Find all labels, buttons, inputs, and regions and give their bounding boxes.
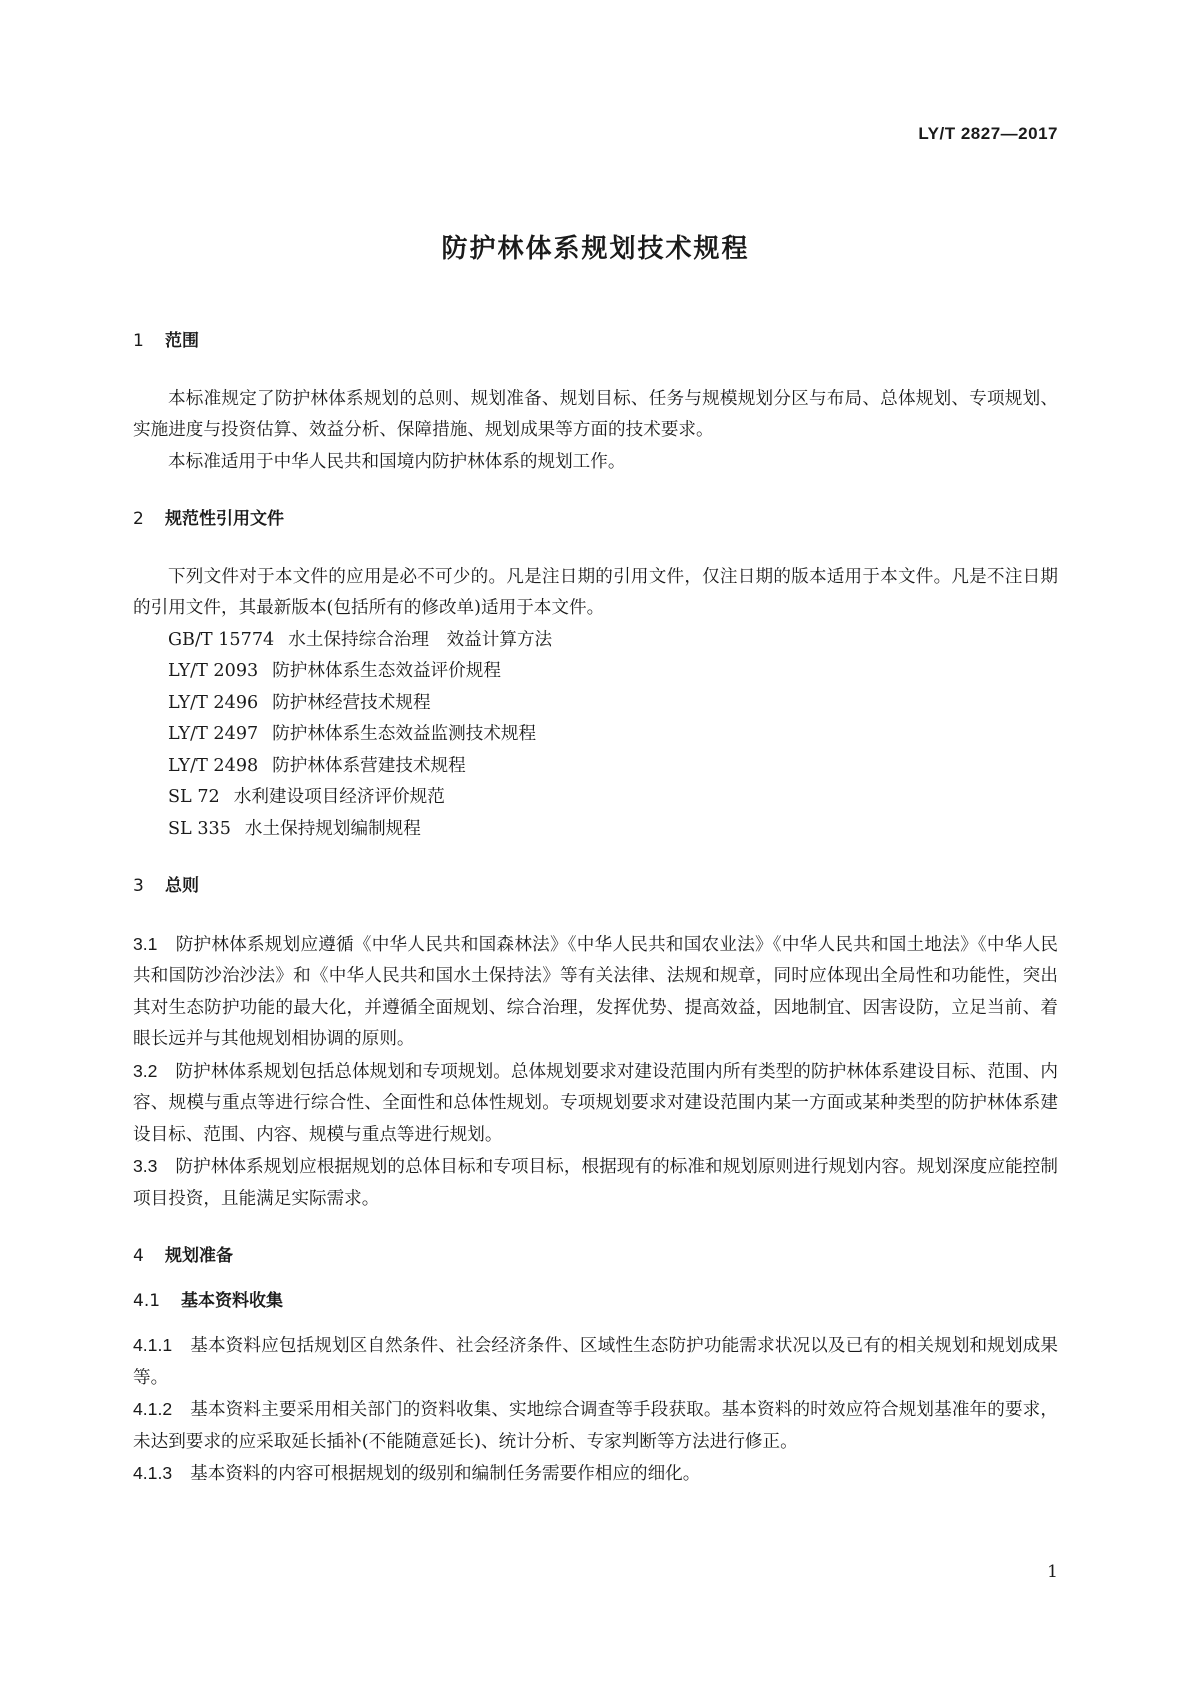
document-body xyxy=(133,326,1058,1491)
subsection-title: 基本资料收集 xyxy=(181,1290,283,1311)
clause-number: 4.1.3 xyxy=(133,1463,173,1483)
clause-number: 3.3 xyxy=(133,1156,158,1176)
section-number: 3 xyxy=(133,876,144,896)
clause-text: 基本资料应包括规划区自然条件、社会经济条件、区域性生态防护功能需求状况以及已有的相关规划和规划成果等。 xyxy=(133,1336,1058,1388)
clause xyxy=(133,1394,1058,1458)
clause xyxy=(133,1458,1058,1491)
section-number: 4 xyxy=(133,1246,144,1266)
reference-code: LY/T 2496 xyxy=(168,692,259,713)
clause xyxy=(133,1330,1058,1394)
clause xyxy=(133,929,1058,1056)
clause-text: 防护林体系规划包括总体规划和专项规划。总体规划要求对建设范围内所有类型的防护林体系建设目标、范围、内容、规模与重点等进行综合性、全面性和总体性规划。专项规划要求对建设范围内某一方面或某种类型的防护林体系建设目标、范围、内容、规模与重点等进行规划。 xyxy=(133,1061,1058,1145)
paragraph: 本标准适用于中华人民共和国境内防护林体系的规划工作。 xyxy=(168,451,626,472)
reference-title: 水土保持综合治理 效益计算方法 xyxy=(288,629,553,650)
reference-code: LY/T 2093 xyxy=(168,661,259,681)
reference-title: 防护林经营技术规程 xyxy=(272,692,431,713)
document-title: 防护林体系规划技术规程 xyxy=(441,234,750,264)
paragraph: 下列文件对于本文件的应用是必不可少的。凡是注日期的引用文件，仅注日期的版本适用于本文件。凡是不注日期的引用文件，其最新版本(包括所有的修改单)适用于本文件。 xyxy=(133,566,1058,618)
section-title: 规划准备 xyxy=(165,1246,233,1266)
section-heading xyxy=(133,871,1058,903)
clause-text: 基本资料的内容可根据规划的级别和编制任务需要作相应的细化。 xyxy=(190,1464,701,1484)
reference-item xyxy=(133,625,1058,657)
section-heading xyxy=(133,504,1058,536)
subsection-heading xyxy=(133,1286,1058,1318)
reference-item xyxy=(133,814,1058,846)
reference-item xyxy=(133,719,1058,751)
section-heading xyxy=(133,1241,1058,1273)
clause-number: 3.1 xyxy=(133,933,158,954)
clause-text: 防护林体系规划应根据规划的总体目标和专项目标，根据现有的标准和规划原则进行规划内容。规划深度应能控制项目投资，且能满足实际需求。 xyxy=(133,1157,1058,1209)
clause-number: 4.1.2 xyxy=(133,1399,173,1419)
reference-code: GB/T 15774 xyxy=(168,629,275,650)
page-number: 1 xyxy=(1047,1562,1058,1582)
section-title: 总则 xyxy=(165,876,199,896)
reference-title: 水利建设项目经济评价规范 xyxy=(233,787,445,807)
section-number: 1 xyxy=(133,331,144,351)
reference-title: 防护林体系生态效益评价规程 xyxy=(272,661,501,681)
reference-item xyxy=(133,688,1058,720)
reference-item xyxy=(133,782,1058,814)
subsection-number: 4.1 xyxy=(133,1290,161,1311)
clause xyxy=(133,1056,1058,1152)
section-number: 2 xyxy=(133,509,144,529)
clause-number: 3.2 xyxy=(133,1060,158,1081)
reference-code: LY/T 2497 xyxy=(168,724,259,744)
reference-code: LY/T 2498 xyxy=(168,755,259,776)
clause-text: 防护林体系规划应遵循《中华人民共和国森林法》《中华人民共和国农业法》《中华人民共和国土地法》《中华人民共和国防沙治沙法》和《中华人民共和国水土保持法》等有关法律、法规和规章，同时应体现出全局性和功能性，突出其对生态防护功能的最大化，并遵循全面规划、综合治理，发挥优势、提高效益，因地制宜、因害设防，立足当前、着眼长远并与其他规划相协调的原则。 xyxy=(133,934,1058,1049)
section-title: 范围 xyxy=(165,331,199,351)
clause-number: 4.1.1 xyxy=(133,1335,173,1355)
section-heading xyxy=(133,326,1058,358)
reference-item xyxy=(133,656,1058,688)
reference-code: SL 335 xyxy=(168,818,231,839)
paragraph: 本标准规定了防护林体系规划的总则、规划准备、规划目标、任务与规模规划分区与布局、总体规划、专项规划、实施进度与投资估算、效益分析、保障措施、规划成果等方面的技术要求。 xyxy=(133,388,1058,440)
reference-title: 水土保持规划编制规程 xyxy=(244,818,421,839)
standard-code: LY/T 2827—2017 xyxy=(918,124,1058,143)
clause xyxy=(133,1151,1058,1215)
reference-title: 防护林体系营建技术规程 xyxy=(272,755,466,776)
reference-title: 防护林体系生态效益监测技术规程 xyxy=(272,724,537,744)
section-title: 规范性引用文件 xyxy=(165,509,284,529)
reference-item xyxy=(133,751,1058,783)
reference-code: SL 72 xyxy=(168,787,220,807)
clause-text: 基本资料主要采用相关部门的资料收集、实地综合调查等手段获取。基本资料的时效应符合规划基准年的要求，未达到要求的应采取延长插补(不能随意延长)、统计分析、专家判断等方法进行修正。 xyxy=(133,1400,1058,1452)
